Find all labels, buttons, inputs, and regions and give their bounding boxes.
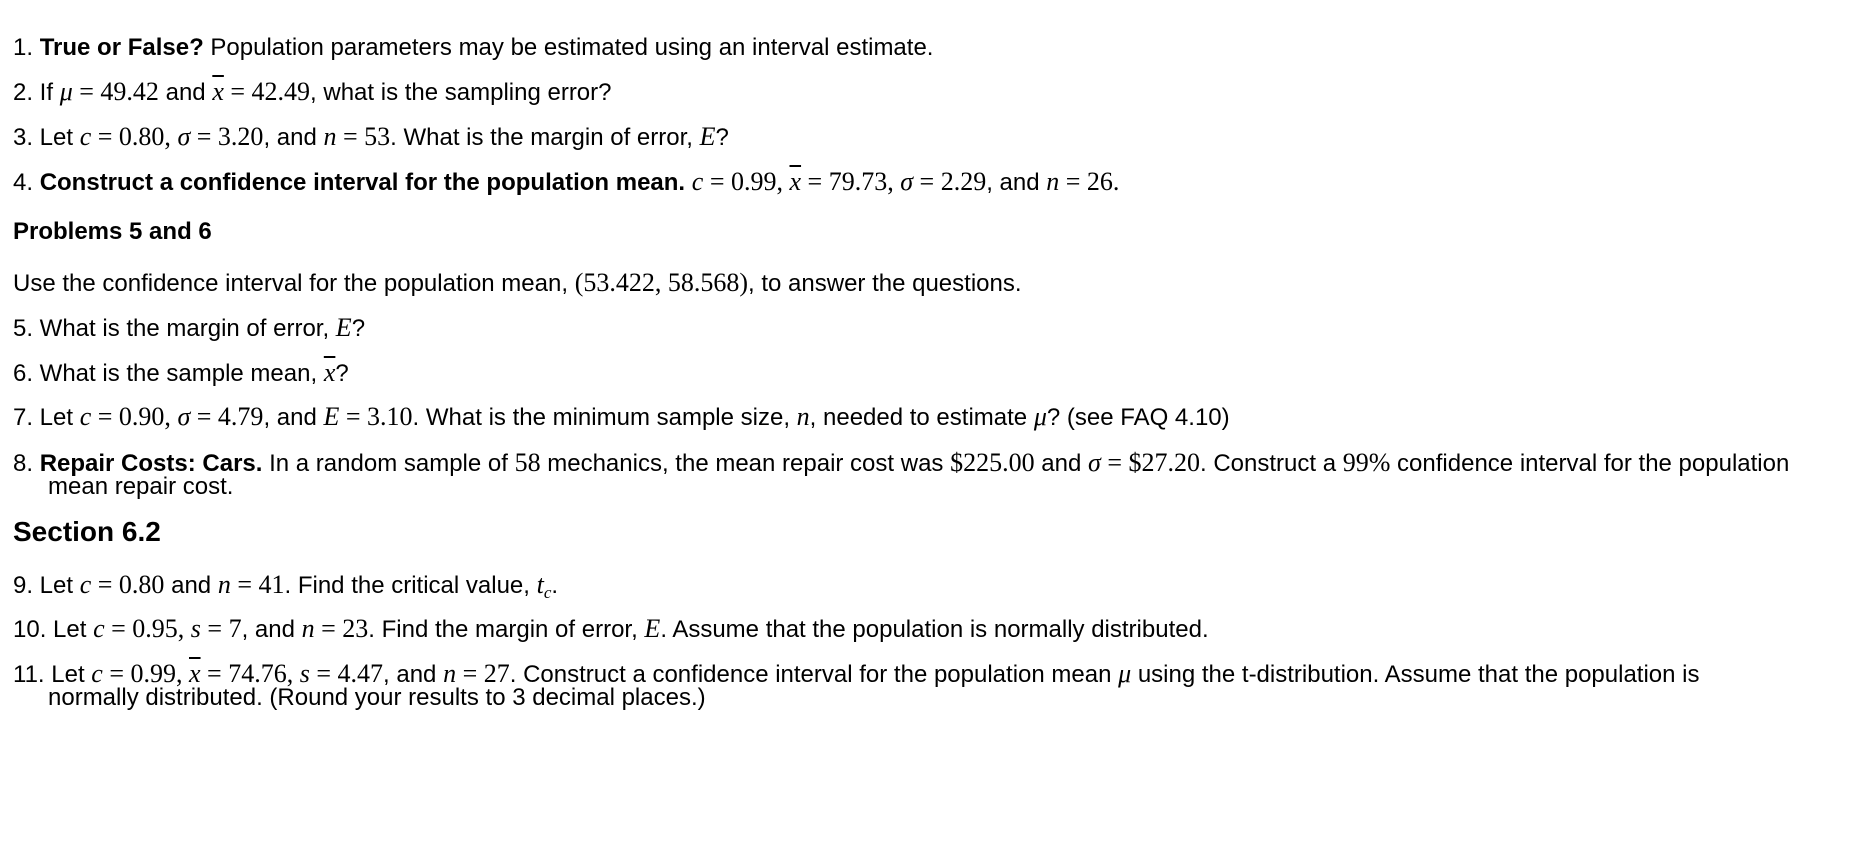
q3-rest: . What is the margin of error,: [390, 124, 700, 151]
q8-text-3: and: [1034, 450, 1088, 477]
q8-sigma-value: = $27.20: [1100, 448, 1200, 477]
q7-n: n: [796, 402, 810, 431]
question-11-line2: normally distributed. (Round your results to 3 decimal places.): [48, 684, 706, 711]
question-7: [13, 403, 1230, 432]
q11-c-value: = 0.99,: [102, 659, 189, 688]
q3-sigma-value: = 3.20: [190, 122, 264, 151]
q3-end: ?: [715, 124, 729, 151]
q9-c: c: [79, 570, 92, 599]
q7-sigma: σ: [177, 402, 191, 431]
q4-and: , and: [986, 169, 1047, 196]
q10-s: s: [190, 614, 201, 643]
q9-t: t: [536, 570, 544, 599]
q4-n-value: = 26.: [1059, 167, 1120, 196]
q8-confidence-percent: 99%: [1342, 448, 1391, 477]
q6-end: ?: [335, 360, 349, 387]
question-9: [13, 571, 558, 607]
q4-n: n: [1046, 167, 1060, 196]
problems-5-6-heading: Problems 5 and 6: [13, 218, 212, 245]
q9-n: n: [217, 570, 231, 599]
q7-and: , and: [263, 404, 324, 431]
question-2: [13, 78, 612, 107]
q7-rest: . What is the minimum sample size,: [412, 404, 797, 431]
q10-and: , and: [241, 616, 302, 643]
question-10: [13, 615, 1209, 644]
q9-c-value: = 0.80: [91, 570, 165, 599]
q3-c: c: [79, 122, 92, 151]
q9-rest: . Find the critical value,: [284, 572, 537, 599]
q8-text-4: . Construct a: [1199, 450, 1343, 477]
q4-sigma: σ: [900, 167, 914, 196]
q7-E-value: = 3.10: [339, 402, 413, 431]
q8-prefix: 8.: [13, 450, 40, 477]
q2-mu-value: = 49.42: [72, 77, 159, 106]
q11-c: c: [91, 659, 103, 688]
question-3: [13, 123, 729, 152]
q2-rest: , what is the sampling error?: [310, 79, 612, 106]
q9-n-value: = 41: [230, 570, 285, 599]
q4-c: c: [691, 167, 704, 196]
q10-s-value: = 7: [200, 614, 242, 643]
q8-sigma: σ: [1087, 448, 1101, 477]
q6-xbar: $\overline{x}$: [323, 358, 336, 387]
q7-E: E: [323, 402, 340, 431]
q5-E: E: [335, 313, 352, 342]
question-5: [13, 314, 365, 343]
q6-text: 6. What is the sample mean,: [13, 360, 324, 387]
q2-xbar: $\overline{x}$: [212, 77, 224, 106]
q10-c-value: = 0.95,: [104, 614, 191, 643]
q7-sigma-value: = 4.79: [190, 402, 264, 431]
q3-prefix: 3. Let: [13, 124, 80, 151]
q1-number: 1.: [13, 34, 34, 61]
q3-n-value: = 53: [336, 122, 391, 151]
q11-xbar: $\overline{x}$: [189, 659, 201, 688]
q4-c-value: = 0.99,: [703, 167, 790, 196]
q10-E: E: [644, 614, 661, 643]
q7-rest2: , needed to estimate: [809, 404, 1034, 431]
q8-bold-label: Repair Costs: Cars.: [39, 450, 263, 477]
q3-and: , and: [263, 124, 324, 151]
section-6-2-heading: Section 6.2: [13, 516, 161, 547]
confidence-interval: (53.422, 58.568): [574, 268, 749, 297]
q11-s-value: = 4.47: [309, 659, 384, 688]
q10-n-value: = 23: [314, 614, 369, 643]
q7-mu: μ: [1033, 402, 1047, 431]
q11-s: s: [299, 659, 310, 688]
q11-prefix: 11. Let: [13, 661, 92, 688]
q11-and: , and: [383, 661, 444, 688]
question-8: [13, 449, 1789, 478]
q7-prefix: 7. Let: [13, 404, 80, 431]
q11-xbar-value: = 74.76,: [200, 659, 300, 688]
intro-text-1: Use the confidence interval for the population mean,: [13, 270, 575, 297]
q9-end: .: [551, 572, 559, 599]
q4-xbar: $\overline{x}$: [789, 167, 802, 196]
q8-text-2: mechanics, the mean repair cost was: [540, 450, 951, 477]
q8-text-1: In a random sample of: [262, 450, 515, 477]
q11-rest2: using the t-distribution. Assume that the population is: [1131, 661, 1700, 688]
q9-and: and: [164, 572, 218, 599]
q11-n-value: = 27: [456, 659, 510, 688]
q3-sigma: σ: [177, 122, 191, 151]
q11-mu: μ: [1118, 659, 1132, 688]
q2-mu: μ: [59, 77, 73, 106]
question-6: [13, 359, 349, 388]
q5-end: ?: [351, 315, 366, 342]
q2-xbar-value: = 42.49: [223, 77, 311, 106]
q3-n: n: [323, 122, 337, 151]
q7-end: ? (see FAQ 4.10): [1046, 404, 1230, 431]
q10-prefix: 10. Let: [13, 616, 94, 643]
q4-sigma-value: = 2.29: [913, 167, 987, 196]
q10-end: . Assume that the population is normally distributed.: [660, 616, 1209, 643]
q5-text: 5. What is the margin of error,: [13, 315, 336, 342]
q11-rest: . Construct a confidence interval for the population mean: [509, 661, 1119, 688]
q4-bold-label: Construct a confidence interval for the population mean.: [39, 169, 686, 196]
q10-rest: . Find the margin of error,: [368, 616, 645, 643]
q10-c: c: [93, 614, 105, 643]
q1-bold-label: True or False?: [39, 34, 204, 61]
q10-n: n: [301, 614, 315, 643]
intro-text-2: , to answer the questions.: [748, 270, 1022, 297]
q8-mean-cost: $225.00: [950, 448, 1035, 477]
question-8-line2: mean repair cost.: [48, 473, 234, 500]
q9-t-subscript: c: [543, 583, 552, 602]
q8-sample-size: 58: [514, 448, 541, 477]
q7-c-value: = 0.90,: [91, 402, 178, 431]
question-1: [13, 34, 933, 62]
q2-and: and: [158, 79, 213, 106]
q7-c: c: [79, 402, 92, 431]
q4-prefix: 4.: [13, 169, 40, 196]
question-4: [13, 168, 1119, 197]
q1-text: Population parameters may be estimated using an interval estimate.: [203, 34, 934, 61]
q9-prefix: 9. Let: [13, 572, 80, 599]
problems-5-6-intro: [13, 269, 1022, 298]
q8-text-5: confidence interval for the population: [1390, 450, 1790, 477]
q2-prefix: 2. If: [13, 79, 60, 106]
q11-n: n: [443, 659, 457, 688]
q3-c-value: = 0.80,: [91, 122, 178, 151]
q4-xbar-value: = 79.73,: [801, 167, 901, 196]
q3-E: E: [699, 122, 716, 151]
